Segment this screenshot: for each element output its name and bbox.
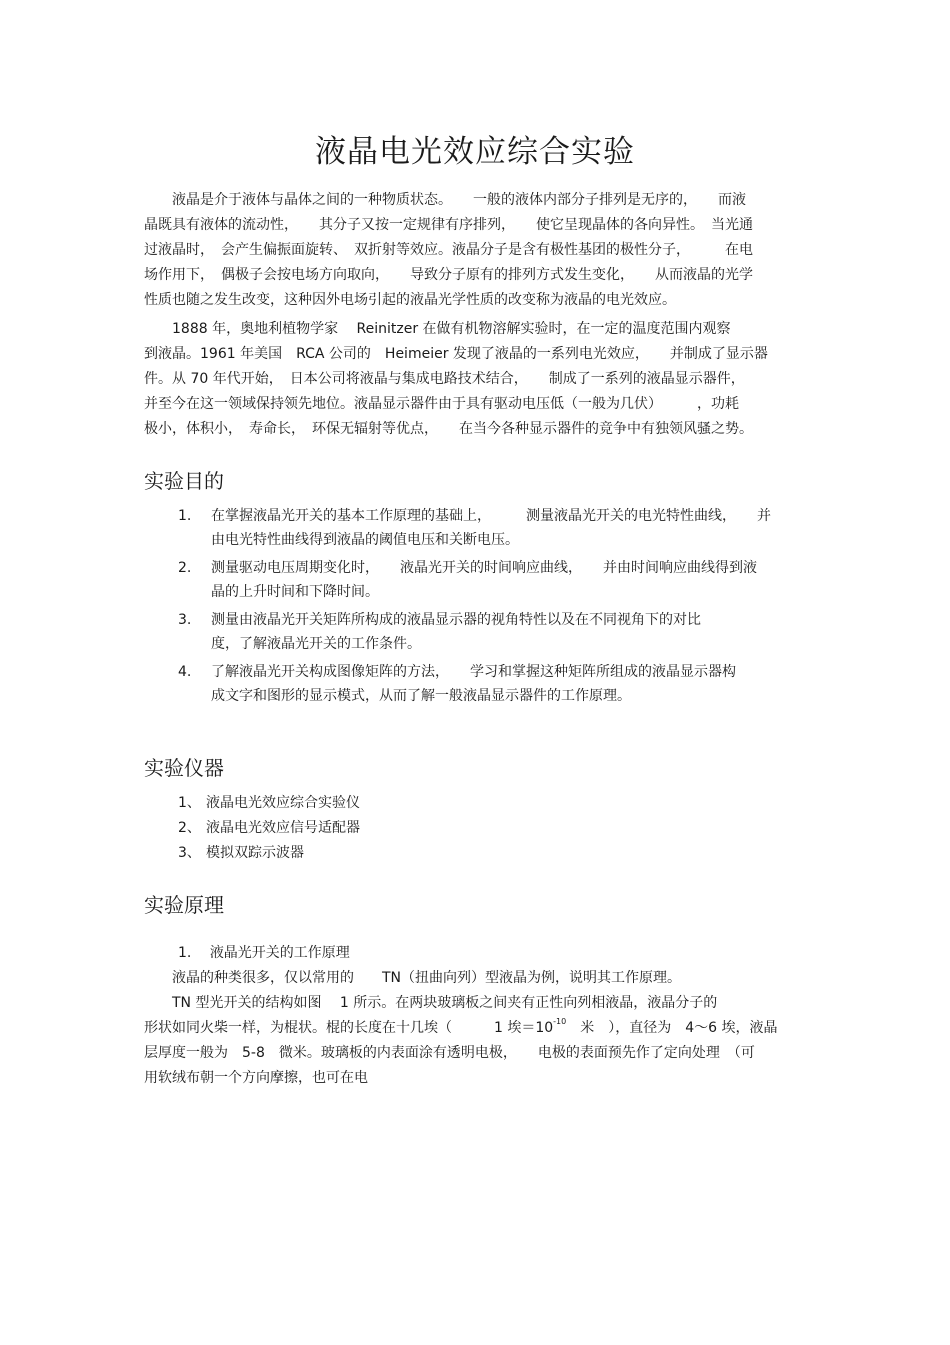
text-segment: 形状如同火柴一样，为棍状。棍的长度在十几埃（ 1 埃＝10 — [144, 1020, 554, 1036]
subheading-line — [178, 941, 840, 966]
list-number: 1. — [178, 508, 192, 524]
text-line: 液晶是介于液体与晶体之间的一种物质状态。 一般的液体内部分子排列是无序的， 而液 — [144, 192, 746, 208]
section-heading-instruments: 实验仪器 — [144, 756, 224, 780]
list-number: 3. — [178, 612, 192, 628]
text-line: 场作用下， 偶极子会按电场方向取向， 导致分子原有的排列方式发生变化， 从而液晶的光学 — [144, 267, 753, 283]
list-number: 2. — [178, 560, 192, 576]
list-item-text: 液晶电光效应信号适配器 — [206, 820, 360, 836]
list-item-text: 测量由液晶光开关矩阵所构成的液晶显示器的视角特性以及在不同视角下的对比 — [211, 612, 701, 628]
list-item — [178, 791, 360, 816]
list-item-text: 晶的上升时间和下降时间。 — [211, 584, 379, 600]
list-item-text: 度，了解液晶光开关的工作条件。 — [211, 636, 421, 652]
purpose-list — [178, 504, 818, 712]
text-line: TN 型光开关的结构如图 1 所示。在两块玻璃板之间夹有正性向列相液晶，液晶分子的 — [144, 995, 718, 1011]
text-line: 晶既具有液体的流动性， 其分子又按一定规律有序排列， 使它呈现晶体的各向异性。 当光通 — [144, 217, 753, 233]
text-line: 到液晶。1961 年美国 RCA 公司的 Heimeier 发现了液晶的一系列电光效应， 并制成了显示器 — [144, 346, 768, 362]
list-item-text: 成文字和图形的显示模式，从而了解一般液晶显示器件的工作原理。 — [211, 688, 631, 704]
text-segment: 米 ），直径为 4～6 埃，液晶 — [580, 1020, 778, 1036]
list-item — [178, 504, 818, 552]
list-item-text: 测量驱动电压周期变化时， 液晶光开关的时间响应曲线， 并由时间响应曲线得到液 — [211, 560, 757, 576]
list-item-text: 由电光特性曲线得到液晶的阈值电压和关断电压。 — [211, 532, 519, 548]
list-item-text: 了解液晶光开关构成图像矩阵的方法， 学习和掌握这种矩阵所组成的液晶显示器构 — [211, 664, 736, 680]
page-title: 液晶电光效应综合实验 — [315, 134, 635, 170]
list-item — [178, 556, 818, 604]
list-item-text: 液晶电光效应综合实验仪 — [206, 795, 360, 811]
text-line: 性质也随之发生改变，这种因外电场引起的液晶光学性质的改变称为液晶的电光效应。 — [144, 292, 676, 308]
text-line: 液晶的种类很多，仅以常用的 TN（扭曲向列）型液晶为例，说明其工作原理。 — [144, 970, 682, 986]
subheading-title: 液晶光开关的工作原理 — [209, 945, 350, 961]
superscript-exponent: -10 — [553, 1017, 567, 1026]
section-heading-principle: 实验原理 — [144, 893, 224, 917]
principle-paragraph — [144, 966, 806, 1091]
list-number: 4. — [178, 664, 192, 680]
text-line: 并至今在这一领域保持领先地位。液晶显示器件由于具有驱动电压低（一般为几伏） ，功耗 — [144, 396, 739, 412]
list-item — [178, 608, 818, 656]
section-heading-purpose: 实验目的 — [144, 469, 224, 493]
list-number: 2、 — [178, 820, 201, 836]
list-item — [178, 660, 818, 708]
text-line: 件。从 70 年代开始， 日本公司将液晶与集成电路技术结合， 制成了一系列的液晶显示器件， — [144, 371, 745, 387]
instruments-list — [178, 791, 360, 866]
list-item-text: 模拟双踪示波器 — [206, 845, 304, 861]
list-item — [178, 841, 360, 866]
text-line: 1888 年，奥地利植物学家 Reinitzer 在做有机物溶解实验时，在一定的温度范围内观察 — [144, 321, 731, 337]
list-number: 3、 — [178, 845, 201, 861]
text-line: 极小，体积小， 寿命长， 环保无辐射等优点， 在当今各种显示器件的竞争中有独领风骚之势。 — [144, 421, 753, 437]
intro-paragraph-2 — [144, 317, 806, 442]
text-line — [144, 1016, 806, 1041]
list-item-text: 在掌握液晶光开关的基本工作原理的基础上， 测量液晶光开关的电光特性曲线， 并 — [211, 508, 771, 524]
subheading-number: 1. — [178, 945, 192, 961]
list-item — [178, 816, 360, 841]
principle-subheading — [178, 941, 840, 966]
text-line: 层厚度一般为 5-8 微米。玻璃板的内表面涂有透明电极， 电极的表面预先作了定向处理 （可 — [144, 1045, 755, 1061]
list-number: 1、 — [178, 795, 201, 811]
text-line: 过液晶时， 会产生偏振面旋转、 双折射等效应。液晶分子是含有极性基团的极性分子， 在电 — [144, 242, 753, 258]
intro-paragraph-1 — [144, 188, 806, 313]
text-line: 用软绒布朝一个方向摩擦，也可在电 — [144, 1070, 368, 1086]
